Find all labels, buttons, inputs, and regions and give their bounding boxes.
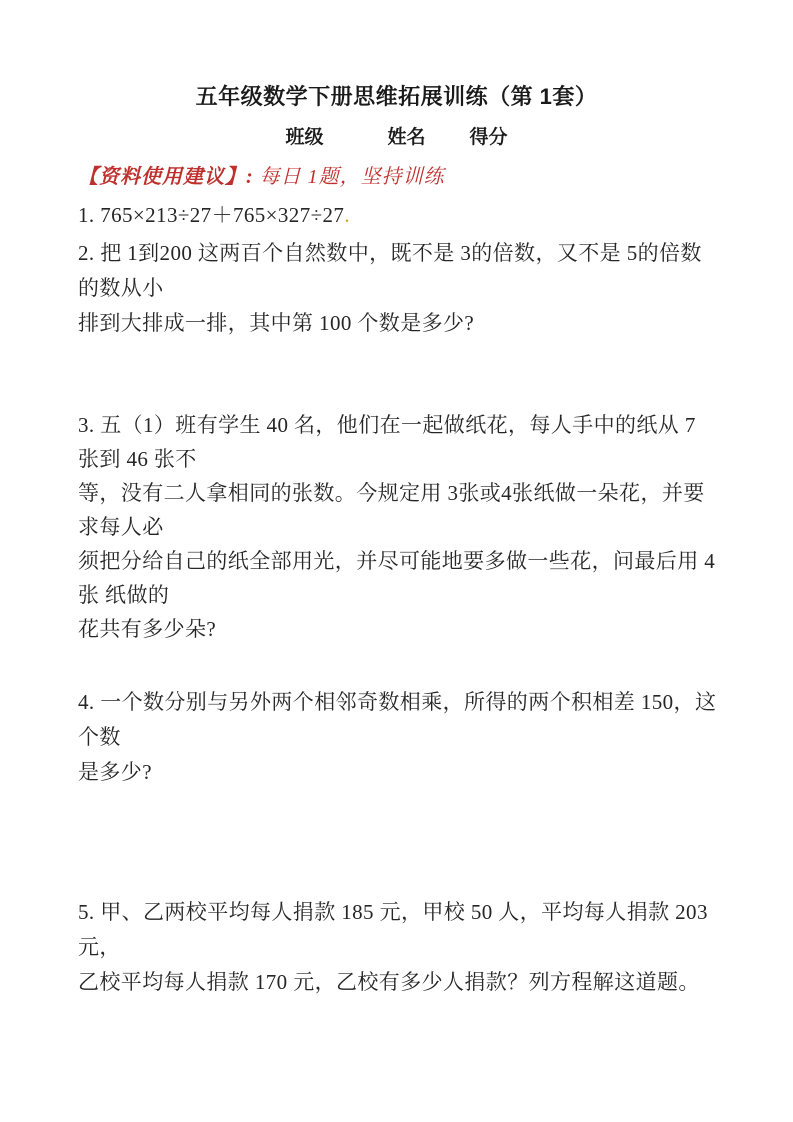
usage-tip-text: 每日 1题，坚持训练 <box>253 166 445 188</box>
question-4-line-2: 是多少? <box>78 760 152 784</box>
question-3 <box>78 408 717 646</box>
question-2 <box>78 236 717 341</box>
question-4 <box>78 685 717 790</box>
question-1 <box>78 198 717 233</box>
usage-tip-label: 【资料使用建议】: <box>78 166 254 188</box>
question-3-line-4: 花共有多少朵? <box>78 617 217 641</box>
usage-tip-line <box>78 163 733 191</box>
question-2-line-1: 2. 把 1到200 这两百个自然数中，既不是 3的倍数，又不是 5的倍数的数从小 <box>78 241 702 300</box>
question-1-trailing-period: . <box>344 203 350 227</box>
question-3-line-1: 3. 五（1）班有学生 40 名，他们在一起做纸花，每人手中的纸从 7张到 46 张不 <box>78 413 696 471</box>
question-5-line-1: 5. 甲、乙两校平均每人捐款 185 元，甲校 50 人，平均每人捐款 203 元， <box>78 900 714 959</box>
question-1-line-1: 1. 765×213÷27＋765×327÷27 <box>78 203 345 227</box>
header-fields-row <box>0 126 793 150</box>
score-field-label: 得分 <box>469 127 508 148</box>
question-3-line-3: 须把分给自己的纸全部用光，并尽可能地要多做一些花，问最后用 4张 纸做的 <box>78 549 716 607</box>
page-title: 五年级数学下册思维拓展训练（第 1套） <box>195 84 598 109</box>
question-2-line-2: 排到大排成一排，其中第 100 个数是多少? <box>78 311 475 335</box>
question-3-line-2: 等，没有二人拿相同的张数。今规定用 3张或4张纸做一朵花，并要求每人必 <box>78 481 705 539</box>
question-5-line-2: 乙校平均每人捐款 170 元，乙校有多少人捐款？列方程解这道题。 <box>78 970 700 994</box>
question-5 <box>78 895 717 1000</box>
class-field-label: 班级 <box>285 127 324 148</box>
question-4-line-1: 4. 一个数分别与另外两个相邻奇数相乘，所得的两个积相差 150，这个数 <box>78 690 717 749</box>
name-field-label: 姓名 <box>387 127 426 148</box>
